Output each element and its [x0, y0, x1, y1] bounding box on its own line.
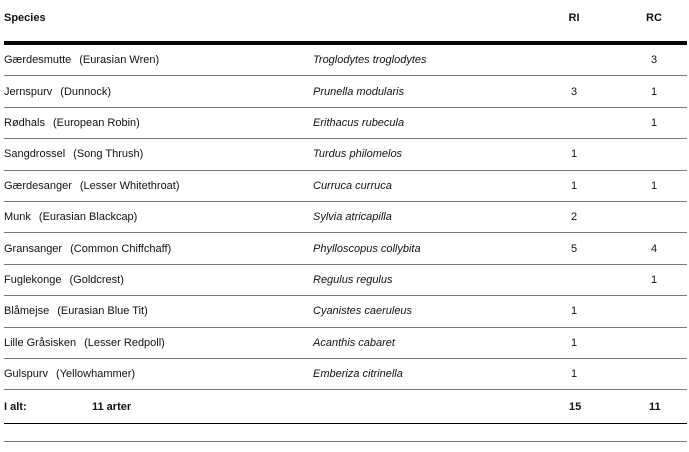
- species-name: Fuglekonge (Goldcrest): [4, 273, 124, 286]
- latin-name: Turdus philomelos: [313, 148, 403, 161]
- header-rc: RC: [646, 12, 662, 24]
- species-name: Blåmejse (Eurasian Blue Tit): [4, 305, 148, 318]
- rc-value: 1: [650, 116, 658, 129]
- species-name: Gærdesanger (Lesser Whitethroat): [4, 179, 180, 192]
- species-name: Rødhals (European Robin): [4, 116, 140, 129]
- species-name: Gærdesmutte (Eurasian Wren): [4, 54, 160, 67]
- rc-value: 3: [650, 54, 658, 67]
- header-species: Species: [4, 12, 46, 24]
- rc-value: 4: [650, 242, 658, 255]
- table-row: [4, 171, 687, 202]
- species-name: Sangdrossel (Song Thrush): [4, 148, 144, 161]
- latin-name: Cyanistes caeruleus: [313, 305, 413, 318]
- total-rc: 11: [649, 400, 661, 413]
- latin-name: Prunella modularis: [313, 85, 405, 98]
- table-row: [4, 233, 687, 264]
- rc-value: 1: [650, 179, 658, 192]
- species-table: [4, 0, 687, 424]
- species-name: Munk (Eurasian Blackcap): [4, 211, 138, 224]
- total-row: [4, 390, 687, 424]
- header-ri: RI: [568, 12, 580, 24]
- table-row: [4, 139, 687, 170]
- table-row: [4, 202, 687, 233]
- latin-name: Phylloscopus collybita: [313, 242, 421, 255]
- table-row: [4, 108, 687, 139]
- species-name: Gransanger (Common Chiffchaff): [4, 242, 172, 255]
- table-row: [4, 76, 687, 107]
- latin-name: Sylvia atricapilla: [313, 211, 392, 224]
- latin-name: Acanthis cabaret: [313, 336, 395, 349]
- total-ri: 15: [569, 400, 582, 413]
- total-species-count: 11 arter: [92, 400, 132, 413]
- species-name: Lille Gråsisken (Lesser Redpoll): [4, 336, 165, 349]
- ri-value: 1: [570, 305, 578, 318]
- species-name: Jernspurv (Dunnock): [4, 85, 112, 98]
- table-row: [4, 265, 687, 296]
- table-row: [4, 328, 687, 359]
- table-bottom-rule: [4, 441, 687, 442]
- rc-value: 1: [650, 85, 658, 98]
- species-name: Gulspurv (Yellowhammer): [4, 368, 136, 381]
- rc-value: 1: [650, 273, 658, 286]
- latin-name: Curruca curruca: [313, 179, 392, 192]
- ri-value: 1: [570, 368, 578, 381]
- table-row: [4, 359, 687, 390]
- latin-name: Emberiza citrinella: [313, 368, 403, 381]
- total-label: I alt:: [4, 400, 27, 413]
- table-header: [4, 0, 687, 45]
- latin-name: Troglodytes troglodytes: [313, 54, 427, 67]
- ri-value: 1: [570, 336, 578, 349]
- ri-value: 5: [570, 242, 578, 255]
- ri-value: 1: [570, 148, 578, 161]
- ri-value: 3: [570, 85, 578, 98]
- latin-name: Regulus regulus: [313, 273, 393, 286]
- ri-value: 1: [570, 179, 578, 192]
- latin-name: Erithacus rubecula: [313, 116, 405, 129]
- ri-value: 2: [570, 211, 578, 224]
- table-row: [4, 296, 687, 327]
- table-row: [4, 45, 687, 76]
